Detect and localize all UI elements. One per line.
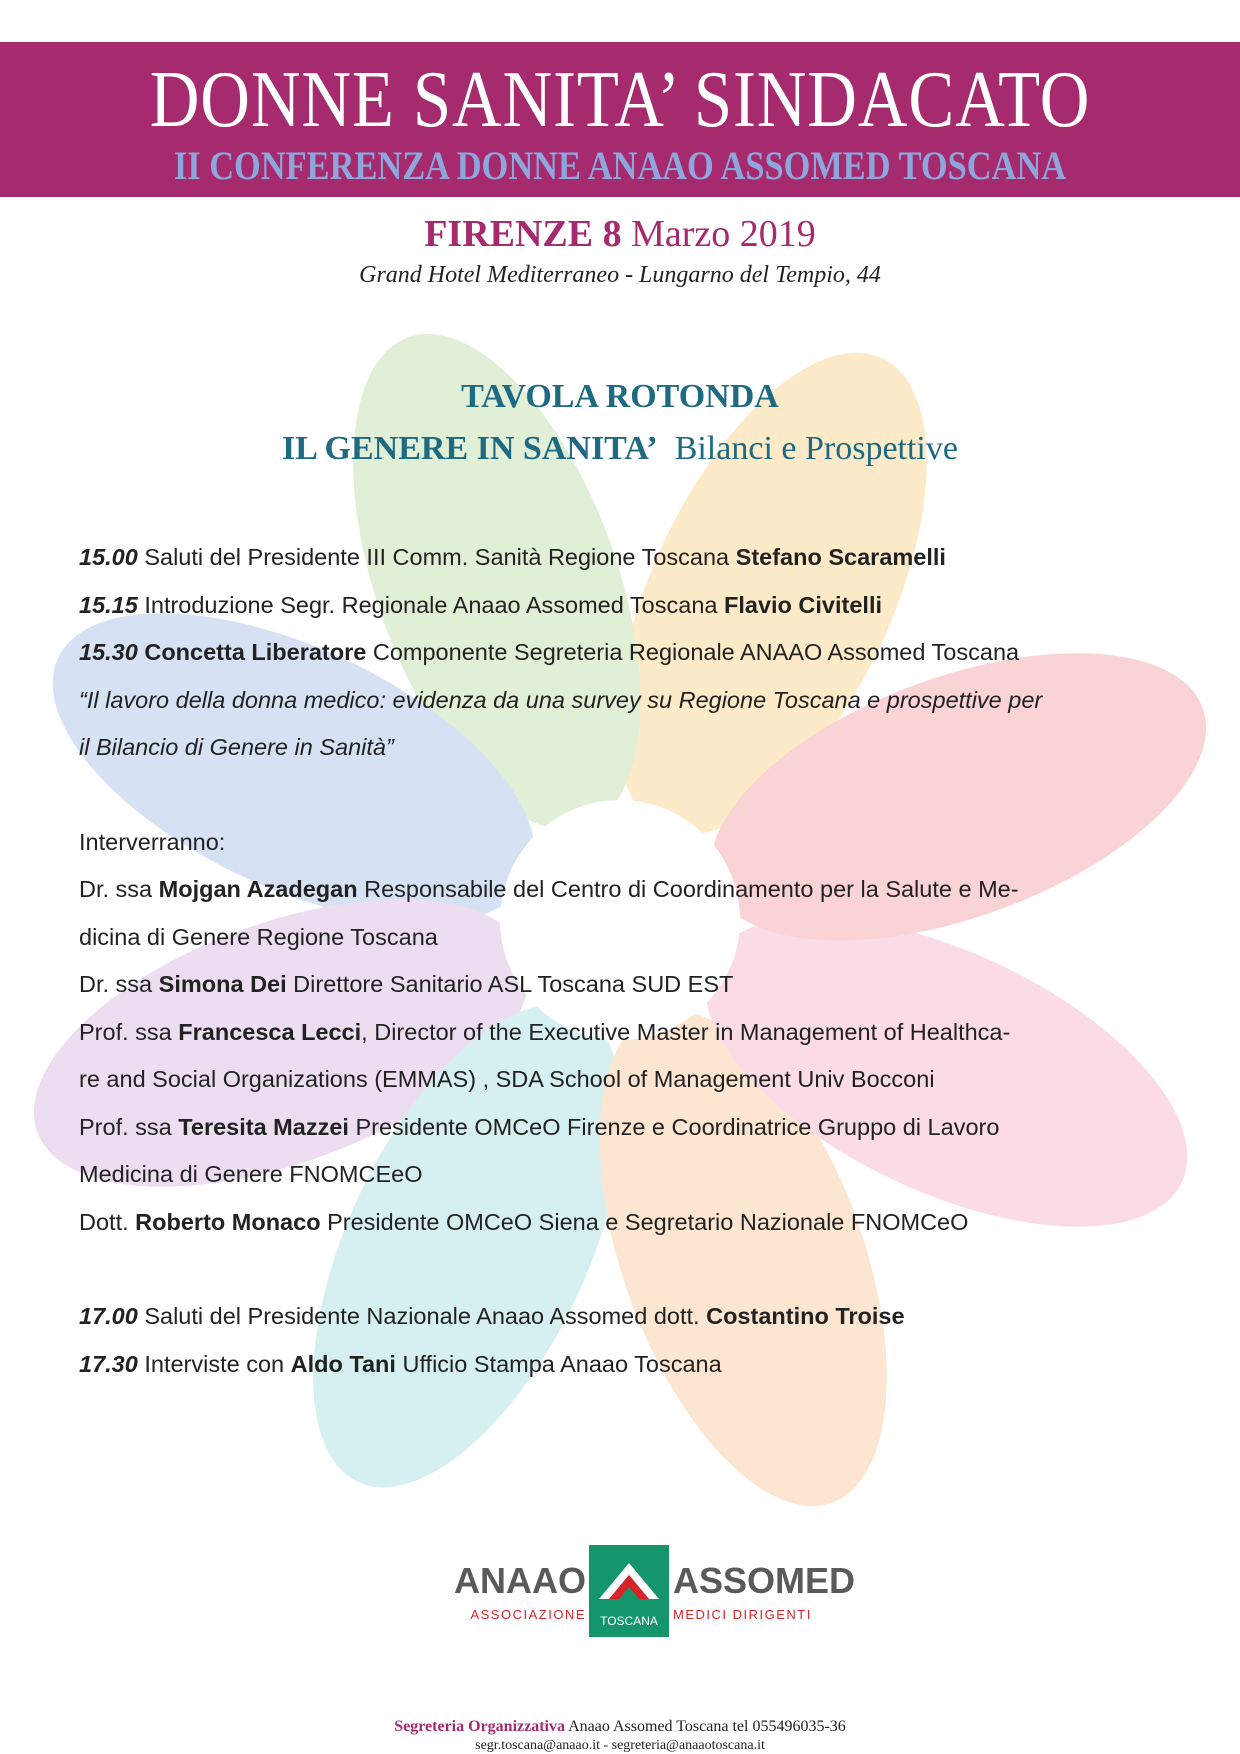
roundtable-label: TAVOLA ROTONDA [461, 378, 779, 415]
speaker-item: Dr. ssa Mojgan Azadegan Responsabile del Centro di Coordinamento per la Salute e Me- [79, 876, 1019, 902]
event-venue: Grand Hotel Mediterraneo - Lungarno del Tempio, 44 [359, 262, 881, 288]
event-day: Marzo 2019 [631, 213, 816, 255]
conference-subtitle: II CONFERENZA DONNE ANAAO ASSOMED TOSCANA [173, 143, 1067, 188]
speaker-item: Dr. ssa Simona Dei Direttore Sanitario ASL Toscana SUD EST [79, 971, 734, 997]
talk-quote-line: il Bilancio di Genere in Sanità” [79, 734, 394, 760]
speakers-heading: Interverranno: [79, 828, 226, 855]
roundtable-theme-bold: IL GENERE IN SANITA’ [282, 430, 658, 467]
program [79, 534, 1139, 1388]
closing-item: 17.30 Interviste con Aldo Tani Ufficio Stampa Anaao Toscana [79, 1350, 722, 1377]
logo-text-bottom-right: MEDICI DIRIGENTI [673, 1607, 812, 1622]
footer-label: Segreteria Organizzativa [394, 1718, 565, 1735]
speaker-item-cont: Medicina di Genere FNOMCEeO [79, 1161, 423, 1187]
speaker-item: Prof. ssa Francesca Lecci, Director of the Executive Master in Management of Healthca- [79, 1018, 1011, 1045]
speaker-item: Prof. ssa Teresita Mazzei Presidente OMCeO Firenze e Coordinatrice Gruppo di Lavoro [79, 1113, 1000, 1140]
roundtable-theme-rest: Bilanci e Prospettive [674, 430, 958, 467]
footer-emails: segr.toscana@anaao.it - segreteria@anaaotoscana.it [475, 1738, 765, 1753]
logo-text-bottom-left: ASSOCIAZIONE [470, 1607, 586, 1622]
program-item: 15.15 Introduzione Segr. Regionale Anaao Assomed Toscana Flavio Civitelli [79, 591, 883, 618]
footer-org: Anaao Assomed Toscana tel 055496035-36 [565, 1718, 846, 1735]
program-item: 15.30 Concetta Liberatore Componente Segreteria Regionale ANAAO Assomed Toscana [79, 639, 1020, 665]
logo-text-left: ANAAO [454, 1560, 586, 1601]
speaker-item-cont: dicina di Genere Regione Toscana [79, 923, 438, 950]
event-date [0, 212, 1240, 256]
talk-quote-line: “Il lavoro della donna medico: evidenza da una survey su Regione Toscana e prospettive per [79, 686, 1043, 713]
logo-text-bottom-center: TOSCANA [600, 1614, 658, 1628]
closing-item: 17.00 Saluti del Presidente Nazionale Anaao Assomed dott. Costantino Troise [79, 1303, 905, 1329]
anaao-assomed-logo [454, 1545, 856, 1637]
footer-contact [0, 1718, 1240, 1736]
speaker-item: Dott. Roberto Monaco Presidente OMCeO Siena e Segretario Nazionale FNOMCeO [79, 1208, 969, 1235]
event-city: FIRENZE 8 [424, 213, 632, 255]
header-banner [0, 42, 1240, 197]
main-title: DONNE SANITA’ SINDACATO [149, 56, 1091, 144]
speaker-item-cont: re and Social Organizations (EMMAS) , SDA School of Management Univ Bocconi [79, 1066, 935, 1092]
program-item: 15.00 Saluti del Presidente III Comm. Sanità Regione Toscana Stefano Scaramelli [79, 544, 946, 570]
roundtable-theme [0, 430, 1240, 468]
logo-text-right: ASSOMED [673, 1560, 856, 1601]
